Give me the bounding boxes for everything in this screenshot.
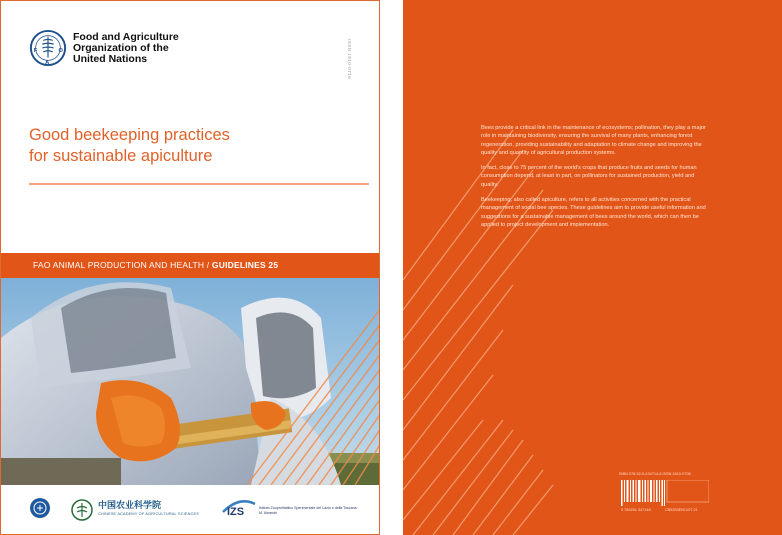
series-label-text: FAO ANIMAL PRODUCTION AND HEALTH / <box>33 260 212 270</box>
caas-logo-icon <box>71 499 93 521</box>
back-paragraph-2: In fact, close to 75 percent of the world's crops that produce fruits and seeds for human consumption depend, at least in part, on pollinators for sustained production, yield and quality. <box>481 165 697 188</box>
svg-text:A: A <box>45 60 50 67</box>
isbn-line: ISBN 978-92-5-134714-8 ISSN 1810-0708 <box>619 472 691 476</box>
svg-text:F: F <box>33 47 38 54</box>
front-cover <box>0 0 380 535</box>
partner-logos <box>1 485 380 535</box>
izs-name: Istituto Zooprofilattico Sperimentale del Lazio e della Toscana M. Aleandri <box>259 506 357 515</box>
title-line2: for sustainable apiculture <box>29 147 213 165</box>
org-name <box>73 32 183 65</box>
caas-english-name: CHINESE ACADEMY OF AGRICULTURAL SCIENCES <box>98 512 199 516</box>
fao-logo-block <box>29 29 183 67</box>
back-paragraph-3: Beekeeping, also called apiculture, refers to all activities concerned with the practical management of social bee species. These guidelines aim to provide useful information and suggestions for a sustainable management of bees around the world, which can then be applied to project development and implementation. <box>481 197 706 228</box>
barcode-number: 9 789251 347148 <box>621 508 651 512</box>
org-name-line2: Organization of the <box>73 41 169 54</box>
barcode-icon <box>621 480 709 506</box>
series-label-bold: GUIDELINES 25 <box>211 260 279 270</box>
side-code: ISSN 1810-0716 <box>347 39 352 80</box>
title-rule <box>29 183 369 185</box>
back-cover <box>403 0 782 535</box>
back-cover-text <box>481 124 709 236</box>
cover-photo <box>1 278 380 485</box>
apimondia-logo-icon <box>29 497 51 519</box>
diagonal-lines-decoration <box>403 0 782 535</box>
series-label <box>33 260 278 270</box>
svg-text:IZS: IZS <box>227 506 245 518</box>
org-name-line1: Food and Agriculture <box>73 30 179 43</box>
title-line1: Good beekeeping practices <box>29 126 230 144</box>
caas-chinese-name: 中国农业科学院 <box>98 501 162 511</box>
job-number: CB5353EN/1/07.21 <box>665 508 698 512</box>
fao-emblem-icon <box>29 29 67 67</box>
back-paragraph-1: Bees provide a critical link in the maintenance of ecosystems; pollination, they play a major role in maintaining biodiversity, ensuring the survival of many plants, enhancing forest regeneration, providing sustainability and adaptation to climate change and improving the quality and quantity of agricultural production systems. <box>481 125 706 156</box>
org-name-line3: United Nations <box>73 52 148 65</box>
series-band <box>1 253 380 278</box>
svg-text:O: O <box>58 47 63 54</box>
beekeeper-photo-illustration <box>1 278 380 485</box>
izs-logo-icon <box>221 498 257 518</box>
barcode-block <box>619 472 709 516</box>
book-title <box>29 125 329 167</box>
